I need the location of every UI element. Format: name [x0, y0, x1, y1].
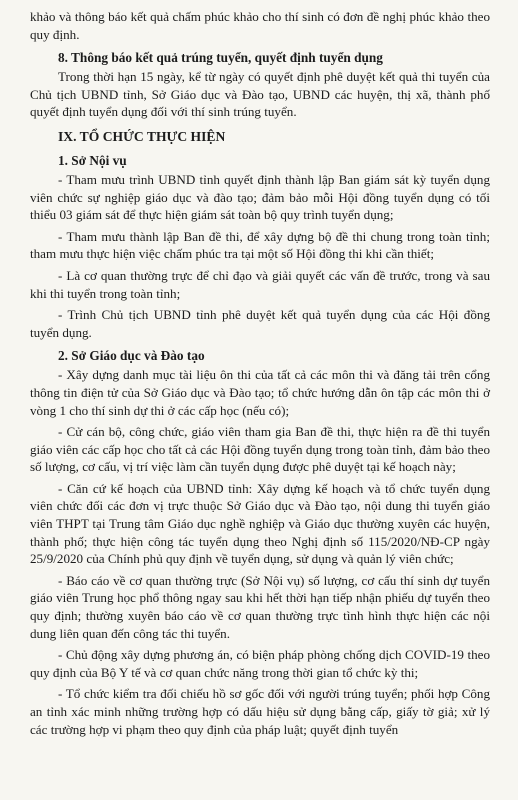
noi-vu-item: - Tham mưu trình UBND tỉnh quyết định thành lập Ban giám sát kỳ tuyển dụng viên chức sự nghiệp giáo dục và đào tạo; đảm bảo mỗi Hội đồng tuyển dụng có tối thiểu 03 giám sát để thực hiện giám sát toàn bộ quy trình tuyển dụng;	[30, 171, 490, 223]
section-ix-heading: IX. TỔ CHỨC THỰC HIỆN	[58, 128, 226, 144]
section-8-paragraph: Trong thời hạn 15 ngày, kể từ ngày có quyết định phê duyệt kết quả thi tuyển của Chủ tịch UBND tỉnh, Sở Giáo dục và Đào tạo, UBND các huyện, thị xã, thành phố quyết định tuyển dụng đối với thí sinh trúng tuyển.	[30, 69, 490, 120]
gddt-item: - Tổ chức kiểm tra đối chiếu hồ sơ gốc đối với người trúng tuyển; phối hợp Công an tỉnh xác minh những trường hợp có dấu hiệu sử dụng bằng cấp, giấy tờ giả; xử lý các trường hợp vi phạm theo quy định của pháp luật; quyết định tuyển	[30, 686, 490, 737]
noi-vu-item: - Trình Chủ tịch UBND tỉnh phê duyệt kết quả tuyển dụng của các Hội đồng tuyển dụng.	[30, 307, 490, 340]
section-8-heading: 8. Thông báo kết quả trúng tuyển, quyết định tuyển dụng	[58, 50, 383, 66]
noi-vu-heading: 1. Sở Nội vụ	[58, 152, 127, 168]
gddt-item: - Cử cán bộ, công chức, giáo viên tham gia Ban đề thi, thực hiện ra đề thi tuyển giáo viên các cấp học cho tất cả các Hội đồng tuyển dụng trong toàn tỉnh, đảm bảo theo số lượng, cơ cấu, vị trí việc làm cần tuyển dụng được phê duyệt tại kế hoạch này;	[30, 424, 490, 475]
gddt-item: - Báo cáo về cơ quan thường trực (Sở Nội vụ) số lượng, cơ cấu thí sinh dự tuyển giáo viên Trung học phổ thông ngay sau khi hết thời hạn tiếp nhận phiếu dự tuyển theo quy định; thường xuyên báo cáo về cơ quan thường trực tình hình thực hiện các nội dung liên quan đến công tác thi tuyển.	[30, 572, 490, 641]
intro-paragraph: khảo và thông báo kết quả chấm phúc khảo cho thí sinh có đơn đề nghị phúc khảo theo quy định.	[30, 9, 490, 42]
gddt-item: - Xây dựng danh mục tài liệu ôn thi của tất cả các môn thi và đăng tải trên cổng thông tin điện tử của Sở Giáo dục và Đào tạo; tổ chức hướng dẫn ôn tập các môn thi ở vòng 1 cho thí sinh dự thi ở các cấp học (nếu có);	[30, 367, 490, 418]
gddt-item: - Căn cứ kế hoạch của UBND tỉnh: Xây dựng kế hoạch và tổ chức tuyển dụng viên chức đối các đơn vị trực thuộc Sở Giáo dục và Đào tạo, nội dung thi tuyển giáo viên THPT tại Trung tâm Giáo dục nghề nghiệp và Giáo dục thường xuyên các huyện, thành phố; thực hiện công tác tuyển dụng theo Nghị định số 115/2020/NĐ-CP ngày 25/9/2020 của Chính phủ quy định về tuyển dụng, sử dụng và quản lý viên chức;	[30, 480, 490, 567]
noi-vu-item: - Là cơ quan thường trực để chỉ đạo và giải quyết các vấn đề trước, trong và sau khi thi tuyển trong toàn tỉnh;	[30, 267, 490, 301]
noi-vu-item: - Tham mưu thành lập Ban đề thi, để xây dựng bộ đề thi chung trong toàn tỉnh; tham mưu thực hiện việc chấm phúc tra tại một số Hội đồng thi khi cần thiết;	[30, 228, 490, 262]
gddt-item: - Chủ động xây dựng phương án, có biện pháp phòng chống dịch COVID-19 theo quy định của Bộ Y tế và cơ quan chức năng trong thời gian tổ chức kỳ thi;	[30, 647, 490, 680]
gddt-heading: 2. Sở Giáo dục và Đào tạo	[58, 348, 205, 364]
